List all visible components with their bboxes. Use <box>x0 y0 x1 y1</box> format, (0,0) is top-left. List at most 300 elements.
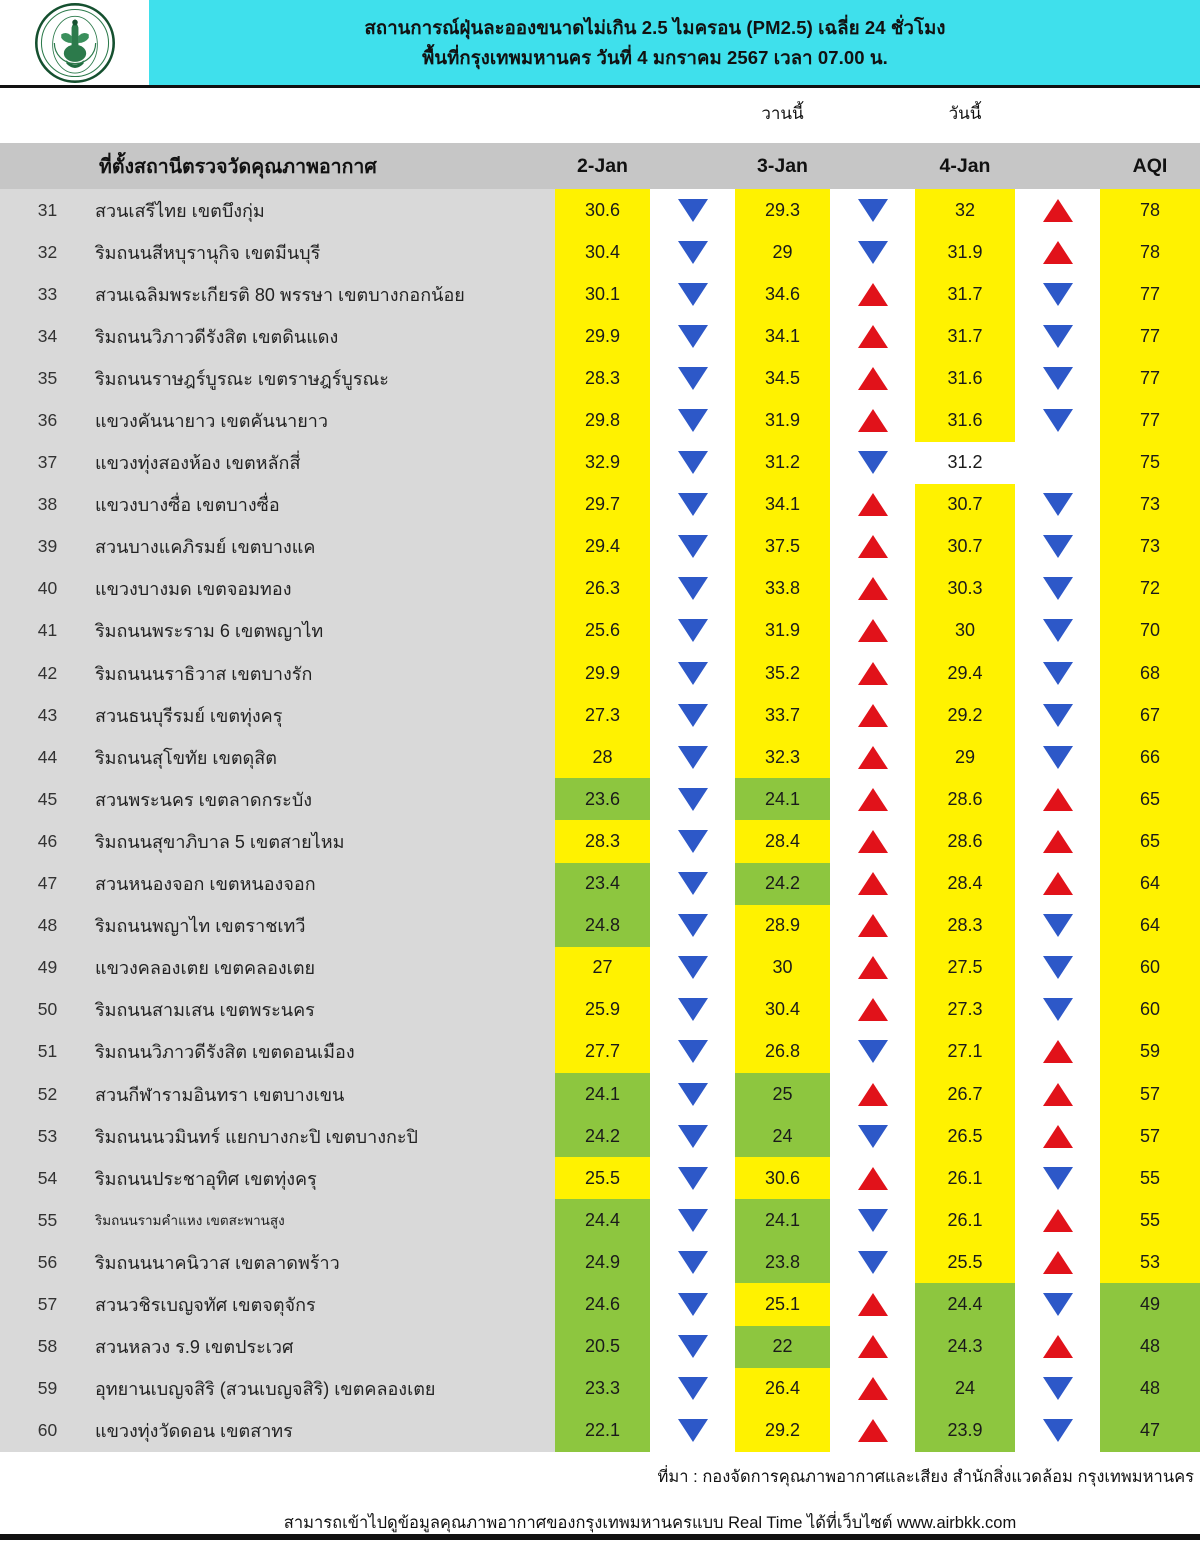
trend-1-cell <box>650 1241 735 1283</box>
value-4jan-cell <box>915 947 1015 989</box>
value-2jan: 28.3 <box>555 357 650 399</box>
value-2jan-cell <box>555 1115 650 1157</box>
trend-down-icon <box>678 662 708 685</box>
value-3jan: 30.6 <box>735 1157 830 1199</box>
trend-down-icon <box>678 1209 708 1232</box>
aqi-value: 78 <box>1100 231 1200 273</box>
value-3jan: 35.2 <box>735 652 830 694</box>
aqi-cell <box>1100 315 1200 357</box>
row-index: 52 <box>0 1073 95 1115</box>
trend-1-cell <box>650 820 735 862</box>
value-4jan-cell <box>915 273 1015 315</box>
trend-down-icon <box>1043 1419 1073 1442</box>
value-3jan: 31.2 <box>735 442 830 484</box>
trend-down-icon <box>678 830 708 853</box>
value-2jan-cell <box>555 610 650 652</box>
value-4jan-cell <box>915 1073 1015 1115</box>
station-name: ริมถนนวิภาวดีรังสิต เขตดินแดง <box>95 315 555 357</box>
trend-2-cell <box>830 1241 915 1283</box>
trend-up-icon <box>1043 830 1073 853</box>
trend-1-cell <box>650 1115 735 1157</box>
trend-down-icon <box>678 1251 708 1274</box>
row-index: 43 <box>0 694 95 736</box>
trend-2-cell <box>830 863 915 905</box>
trend-down-icon <box>678 535 708 558</box>
aqi-value: 64 <box>1100 905 1200 947</box>
aqi-value: 65 <box>1100 778 1200 820</box>
trend-3-cell <box>1015 610 1100 652</box>
footer <box>0 1452 1200 1542</box>
table-row <box>0 1241 1200 1283</box>
trend-3-cell <box>1015 231 1100 273</box>
table-row <box>0 863 1200 905</box>
value-3jan-cell <box>735 652 830 694</box>
trend-up-icon <box>1043 241 1073 264</box>
aqi-cell <box>1100 568 1200 610</box>
aqi-value: 66 <box>1100 736 1200 778</box>
trend-2-cell <box>830 820 915 862</box>
value-2jan-cell <box>555 652 650 694</box>
trend-down-icon <box>1043 956 1073 979</box>
aqi-cell <box>1100 947 1200 989</box>
row-index: 49 <box>0 947 95 989</box>
value-4jan: 29.4 <box>915 652 1015 694</box>
value-3jan: 25.1 <box>735 1283 830 1325</box>
footer-source: ที่มา : กองจัดการคุณภาพอากาศและเสียง สำนักสิ่งแวดล้อม กรุงเทพมหานคร <box>657 1467 1194 1486</box>
trend-3-cell <box>1015 947 1100 989</box>
aqi-cell <box>1100 1326 1200 1368</box>
value-3jan: 28.4 <box>735 820 830 862</box>
value-3jan: 30 <box>735 947 830 989</box>
trend-3-cell <box>1015 1031 1100 1073</box>
value-4jan: 26.1 <box>915 1199 1015 1241</box>
value-2jan: 29.9 <box>555 315 650 357</box>
trend-down-icon <box>1043 998 1073 1021</box>
station-name: สวนกีฬารามอินทรา เขตบางเขน <box>95 1073 555 1115</box>
table-row <box>0 1031 1200 1073</box>
column-header-trend-2 <box>830 143 915 189</box>
aqi-value: 53 <box>1100 1241 1200 1283</box>
value-3jan-cell <box>735 273 830 315</box>
aqi-cell <box>1100 736 1200 778</box>
trend-3-cell <box>1015 1241 1100 1283</box>
trend-2-cell <box>830 442 915 484</box>
value-2jan: 27.3 <box>555 694 650 736</box>
trend-down-icon <box>858 1040 888 1063</box>
trend-1-cell <box>650 357 735 399</box>
value-4jan: 27.1 <box>915 1031 1015 1073</box>
station-name: สวนบางแคภิรมย์ เขตบางแค <box>95 526 555 568</box>
trend-2-cell <box>830 905 915 947</box>
aqi-value: 67 <box>1100 694 1200 736</box>
value-2jan-cell <box>555 189 650 231</box>
aqi-value: 78 <box>1100 189 1200 231</box>
trend-down-icon <box>678 1293 708 1316</box>
trend-up-icon <box>1043 199 1073 222</box>
trend-2-cell <box>830 1283 915 1325</box>
row-index: 58 <box>0 1326 95 1368</box>
table-row <box>0 568 1200 610</box>
trend-2-cell <box>830 399 915 441</box>
row-index: 46 <box>0 820 95 862</box>
value-4jan: 31.9 <box>915 231 1015 273</box>
value-4jan-cell <box>915 231 1015 273</box>
trend-3-cell <box>1015 989 1100 1031</box>
value-2jan-cell <box>555 863 650 905</box>
trend-1-cell <box>650 736 735 778</box>
value-3jan-cell <box>735 1410 830 1452</box>
trend-2-cell <box>830 315 915 357</box>
row-index: 51 <box>0 1031 95 1073</box>
trend-2-cell <box>830 357 915 399</box>
trend-down-icon <box>1043 283 1073 306</box>
table-body <box>0 189 1200 1452</box>
aqi-cell <box>1100 273 1200 315</box>
value-4jan: 30 <box>915 610 1015 652</box>
value-2jan-cell <box>555 399 650 441</box>
value-2jan-cell <box>555 442 650 484</box>
trend-down-icon <box>678 1377 708 1400</box>
value-3jan-cell <box>735 989 830 1031</box>
value-2jan: 29.4 <box>555 526 650 568</box>
page-title-line2: พื้นที่กรุงเทพมหานคร วันที่ 4 มกราคม 2567 เวลา 07.00 น. <box>422 46 888 68</box>
value-4jan: 30.3 <box>915 568 1015 610</box>
value-3jan-cell <box>735 905 830 947</box>
value-2jan: 24.1 <box>555 1073 650 1115</box>
row-index: 54 <box>0 1157 95 1199</box>
trend-3-cell <box>1015 315 1100 357</box>
value-2jan-cell <box>555 905 650 947</box>
row-index: 40 <box>0 568 95 610</box>
row-index: 42 <box>0 652 95 694</box>
aqi-cell <box>1100 1199 1200 1241</box>
station-name: แขวงคลองเตย เขตคลองเตย <box>95 947 555 989</box>
value-2jan: 27 <box>555 947 650 989</box>
aqi-cell <box>1100 526 1200 568</box>
trend-down-icon <box>678 409 708 432</box>
trend-up-icon <box>858 830 888 853</box>
aqi-cell <box>1100 442 1200 484</box>
row-index: 34 <box>0 315 95 357</box>
trend-down-icon <box>678 1419 708 1442</box>
aqi-cell <box>1100 989 1200 1031</box>
bottom-rule <box>0 1534 1200 1540</box>
trend-up-icon <box>858 872 888 895</box>
trend-down-icon <box>1043 493 1073 516</box>
trend-2-cell <box>830 947 915 989</box>
trend-down-icon <box>1043 409 1073 432</box>
trend-up-icon <box>858 956 888 979</box>
trend-down-icon <box>1043 325 1073 348</box>
trend-down-icon <box>1043 704 1073 727</box>
column-header-index <box>0 143 95 189</box>
value-4jan-cell <box>915 1115 1015 1157</box>
value-4jan: 31.2 <box>915 442 1015 484</box>
value-2jan-cell <box>555 694 650 736</box>
value-3jan-cell <box>735 820 830 862</box>
trend-down-icon <box>678 956 708 979</box>
aqi-value: 59 <box>1100 1031 1200 1073</box>
trend-up-icon <box>858 619 888 642</box>
value-2jan: 24.9 <box>555 1241 650 1283</box>
aqi-cell <box>1100 820 1200 862</box>
value-3jan-cell <box>735 231 830 273</box>
aqi-cell <box>1100 1283 1200 1325</box>
table-row <box>0 736 1200 778</box>
value-4jan-cell <box>915 484 1015 526</box>
value-3jan-cell <box>735 484 830 526</box>
trend-up-icon <box>858 325 888 348</box>
trend-up-icon <box>1043 1040 1073 1063</box>
row-index: 59 <box>0 1368 95 1410</box>
trend-2-cell <box>830 484 915 526</box>
trend-3-cell <box>1015 1368 1100 1410</box>
value-4jan-cell <box>915 1031 1015 1073</box>
trend-down-icon <box>678 1083 708 1106</box>
trend-1-cell <box>650 484 735 526</box>
value-2jan: 30.4 <box>555 231 650 273</box>
aqi-value: 70 <box>1100 610 1200 652</box>
aqi-value: 73 <box>1100 484 1200 526</box>
trend-1-cell <box>650 1283 735 1325</box>
aqi-cell <box>1100 610 1200 652</box>
trend-2-cell <box>830 989 915 1031</box>
aqi-value: 55 <box>1100 1199 1200 1241</box>
trend-1-cell <box>650 273 735 315</box>
trend-3-cell <box>1015 526 1100 568</box>
value-4jan: 28.4 <box>915 863 1015 905</box>
trend-1-cell <box>650 1073 735 1115</box>
value-3jan: 34.6 <box>735 273 830 315</box>
aqi-value: 60 <box>1100 947 1200 989</box>
trend-1-cell <box>650 1410 735 1452</box>
value-4jan: 24 <box>915 1368 1015 1410</box>
aqi-value: 77 <box>1100 357 1200 399</box>
value-3jan: 24.1 <box>735 1199 830 1241</box>
table-row <box>0 442 1200 484</box>
station-name: ริมถนนพระราม 6 เขตพญาไท <box>95 610 555 652</box>
value-3jan: 26.8 <box>735 1031 830 1073</box>
page-title-line1: สถานการณ์ฝุ่นละอองขนาดไม่เกิน 2.5 ไมครอน (PM2.5) เฉลี่ย 24 ชั่วโมง <box>364 17 946 39</box>
trend-3-cell <box>1015 442 1100 484</box>
value-4jan-cell <box>915 1326 1015 1368</box>
station-name: ริมถนนนาคนิวาส เขตลาดพร้าว <box>95 1241 555 1283</box>
trend-2-cell <box>830 526 915 568</box>
value-2jan: 25.5 <box>555 1157 650 1199</box>
trend-down-icon <box>1043 1377 1073 1400</box>
value-3jan: 32.3 <box>735 736 830 778</box>
aqi-cell <box>1100 484 1200 526</box>
trend-1-cell <box>650 526 735 568</box>
value-2jan-cell <box>555 484 650 526</box>
trend-2-cell <box>830 1115 915 1157</box>
table-row <box>0 273 1200 315</box>
value-4jan-cell <box>915 820 1015 862</box>
trend-down-icon <box>678 241 708 264</box>
aqi-cell <box>1100 905 1200 947</box>
aqi-cell <box>1100 189 1200 231</box>
value-3jan: 23.8 <box>735 1241 830 1283</box>
trend-up-icon <box>858 1419 888 1442</box>
value-2jan-cell <box>555 1368 650 1410</box>
aqi-value: 64 <box>1100 863 1200 905</box>
trend-up-icon <box>1043 872 1073 895</box>
station-name: แขวงทุ่งวัดดอน เขตสาทร <box>95 1410 555 1452</box>
value-3jan-cell <box>735 1283 830 1325</box>
aqi-value: 49 <box>1100 1283 1200 1325</box>
table-row <box>0 1410 1200 1452</box>
trend-down-icon <box>678 1125 708 1148</box>
value-3jan-cell <box>735 1241 830 1283</box>
aqi-cell <box>1100 1073 1200 1115</box>
trend-down-icon <box>678 451 708 474</box>
column-header-trend-1 <box>650 143 735 189</box>
value-2jan-cell <box>555 1241 650 1283</box>
value-3jan: 26.4 <box>735 1368 830 1410</box>
value-2jan: 23.6 <box>555 778 650 820</box>
value-3jan: 24 <box>735 1115 830 1157</box>
trend-2-cell <box>830 652 915 694</box>
value-2jan-cell <box>555 736 650 778</box>
table-row <box>0 905 1200 947</box>
value-4jan: 31.7 <box>915 315 1015 357</box>
trend-up-icon <box>858 998 888 1021</box>
row-index: 45 <box>0 778 95 820</box>
value-2jan: 27.7 <box>555 1031 650 1073</box>
value-4jan: 26.7 <box>915 1073 1015 1115</box>
value-3jan-cell <box>735 568 830 610</box>
aqi-cell <box>1100 1410 1200 1452</box>
station-name: สวนเสรีไทย เขตบึงกุ่ม <box>95 189 555 231</box>
column-header-trend-3 <box>1015 143 1100 189</box>
trend-up-icon <box>858 535 888 558</box>
table-row <box>0 820 1200 862</box>
trend-up-icon <box>1043 788 1073 811</box>
value-2jan: 24.2 <box>555 1115 650 1157</box>
value-4jan-cell <box>915 736 1015 778</box>
trend-up-icon <box>858 662 888 685</box>
trend-1-cell <box>650 568 735 610</box>
value-4jan-cell <box>915 863 1015 905</box>
trend-3-cell <box>1015 1326 1100 1368</box>
trend-down-icon <box>678 788 708 811</box>
value-4jan-cell <box>915 357 1015 399</box>
trend-2-cell <box>830 568 915 610</box>
trend-3-cell <box>1015 1410 1100 1452</box>
trend-1-cell <box>650 1326 735 1368</box>
trend-3-cell <box>1015 652 1100 694</box>
aqi-value: 57 <box>1100 1115 1200 1157</box>
table-row <box>0 357 1200 399</box>
value-2jan: 20.5 <box>555 1326 650 1368</box>
trend-up-icon <box>858 1377 888 1400</box>
value-4jan-cell <box>915 1368 1015 1410</box>
trend-up-icon <box>858 1335 888 1358</box>
trend-3-cell <box>1015 1199 1100 1241</box>
trend-down-icon <box>858 451 888 474</box>
trend-down-icon <box>1043 662 1073 685</box>
trend-3-cell <box>1015 1115 1100 1157</box>
table-row <box>0 1073 1200 1115</box>
table-row <box>0 1115 1200 1157</box>
row-index: 31 <box>0 189 95 231</box>
trend-up-icon <box>1043 1083 1073 1106</box>
value-3jan: 24.1 <box>735 778 830 820</box>
table-row <box>0 1199 1200 1241</box>
table-row <box>0 526 1200 568</box>
value-3jan-cell <box>735 526 830 568</box>
aqi-cell <box>1100 863 1200 905</box>
value-4jan-cell <box>915 189 1015 231</box>
trend-3-cell <box>1015 484 1100 526</box>
value-4jan-cell <box>915 778 1015 820</box>
station-name: สวนธนบุรีรมย์ เขตทุ่งครุ <box>95 694 555 736</box>
row-index: 41 <box>0 610 95 652</box>
trend-down-icon <box>678 704 708 727</box>
value-3jan-cell <box>735 442 830 484</box>
value-2jan: 29.7 <box>555 484 650 526</box>
aqi-cell <box>1100 357 1200 399</box>
value-3jan-cell <box>735 610 830 652</box>
trend-3-cell <box>1015 694 1100 736</box>
aqi-cell <box>1100 231 1200 273</box>
value-4jan-cell <box>915 694 1015 736</box>
trend-down-icon <box>1043 367 1073 390</box>
station-name: สวนวชิรเบญจทัศ เขตจตุจักร <box>95 1283 555 1325</box>
row-index: 37 <box>0 442 95 484</box>
header-banner <box>0 0 1200 88</box>
aqi-value: 57 <box>1100 1073 1200 1115</box>
table-row <box>0 399 1200 441</box>
table-row <box>0 1326 1200 1368</box>
value-3jan-cell <box>735 1199 830 1241</box>
trend-1-cell <box>650 610 735 652</box>
row-index: 39 <box>0 526 95 568</box>
value-2jan-cell <box>555 357 650 399</box>
table-row <box>0 778 1200 820</box>
trend-3-cell <box>1015 820 1100 862</box>
value-2jan: 32.9 <box>555 442 650 484</box>
value-4jan-cell <box>915 905 1015 947</box>
trend-1-cell <box>650 189 735 231</box>
trend-up-icon <box>858 493 888 516</box>
value-2jan-cell <box>555 1410 650 1452</box>
value-3jan-cell <box>735 947 830 989</box>
aqi-value: 48 <box>1100 1368 1200 1410</box>
trend-down-icon <box>678 493 708 516</box>
trend-2-cell <box>830 778 915 820</box>
bma-seal-logo-icon <box>32 0 118 86</box>
value-2jan: 25.9 <box>555 989 650 1031</box>
trend-down-icon <box>1043 914 1073 937</box>
aqi-value: 77 <box>1100 273 1200 315</box>
value-2jan: 24.8 <box>555 905 650 947</box>
trend-1-cell <box>650 905 735 947</box>
value-2jan-cell <box>555 1199 650 1241</box>
trend-up-icon <box>1043 1209 1073 1232</box>
station-name: ริมถนนนวมินทร์ แยกบางกะปิ เขตบางกะปิ <box>95 1115 555 1157</box>
table-row <box>0 652 1200 694</box>
trend-down-icon <box>1043 619 1073 642</box>
value-2jan-cell <box>555 1326 650 1368</box>
value-3jan: 37.5 <box>735 526 830 568</box>
trend-1-cell <box>650 989 735 1031</box>
station-name: ริมถนนพญาไท เขตราชเทวี <box>95 905 555 947</box>
row-index: 60 <box>0 1410 95 1452</box>
table-header <box>0 143 1200 189</box>
trend-3-cell <box>1015 905 1100 947</box>
value-2jan: 30.1 <box>555 273 650 315</box>
